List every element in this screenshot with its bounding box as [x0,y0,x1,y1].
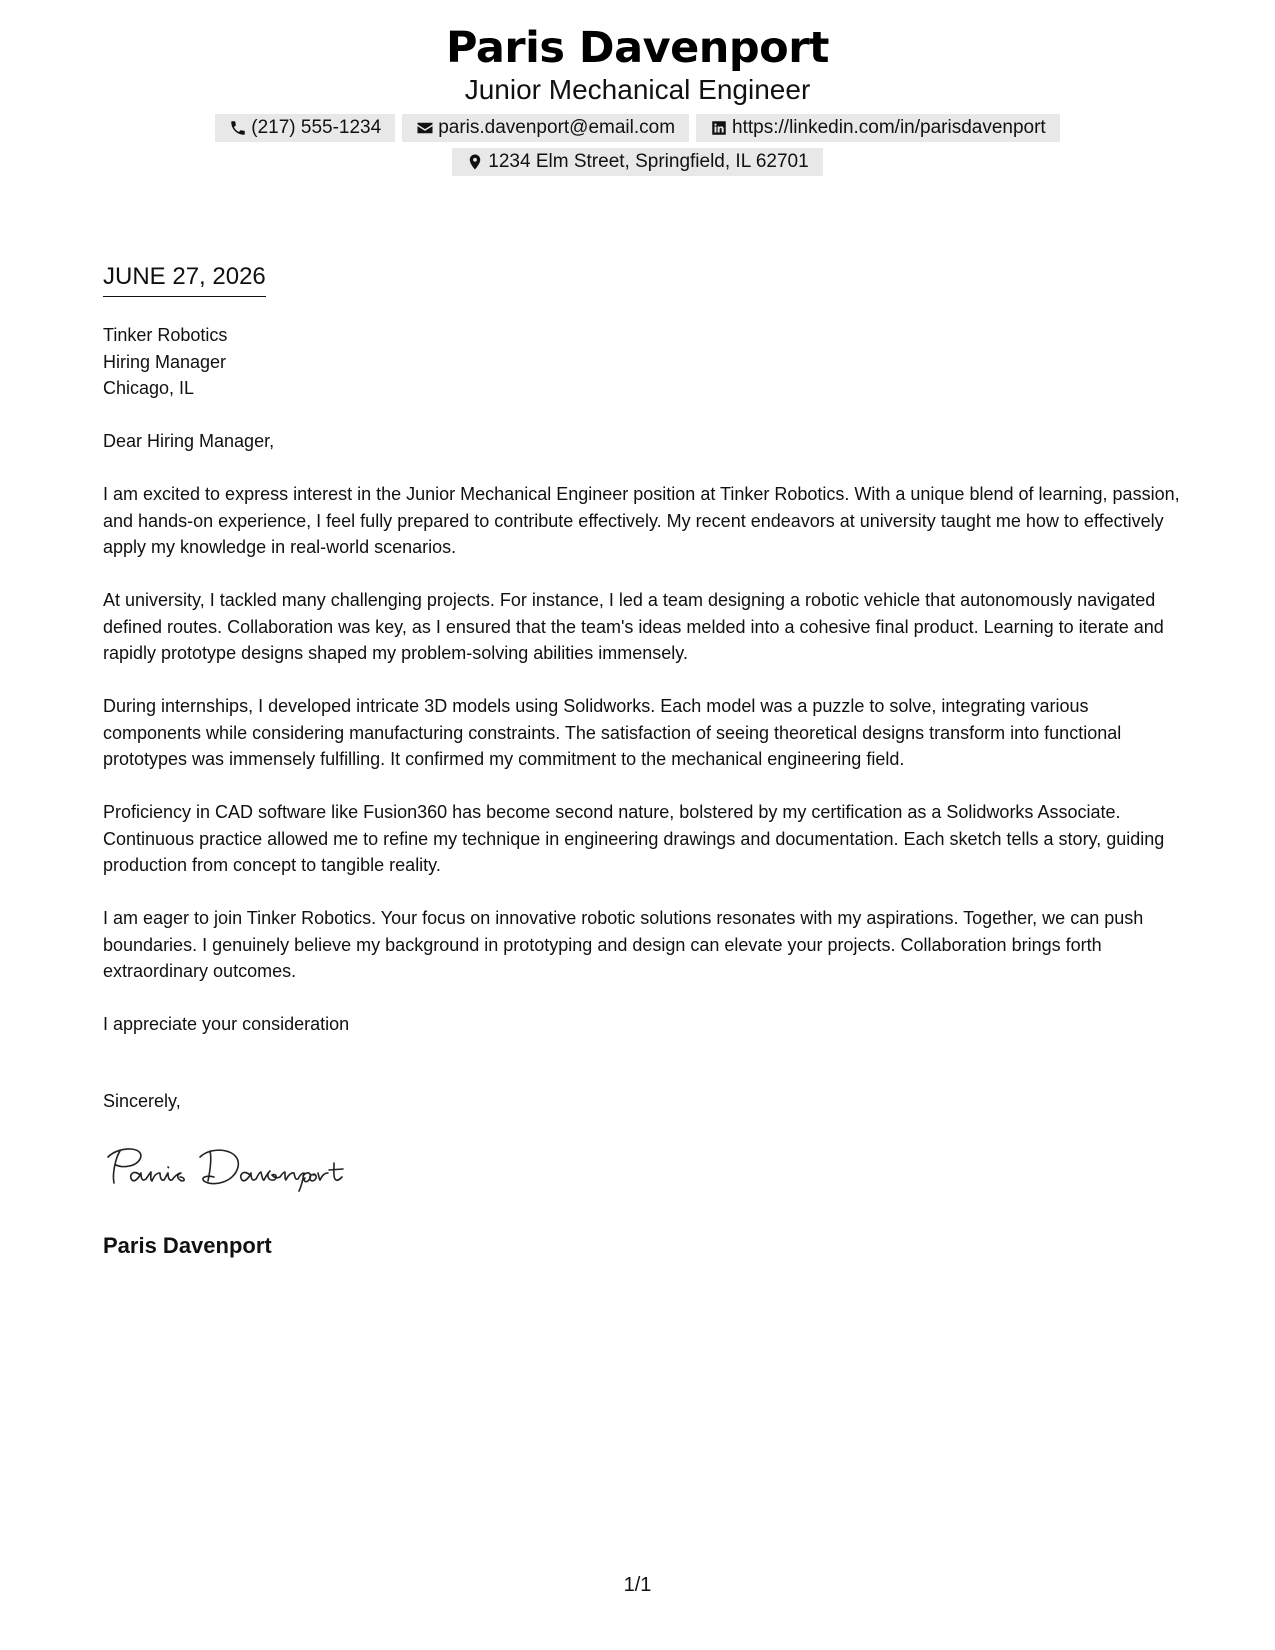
letter-header [0,22,1275,176]
recipient-company: Tinker Robotics [103,325,228,345]
contact-row-primary [0,114,1275,142]
map-pin-icon [466,153,484,171]
letter-date: JUNE 27, 2026 [103,262,266,297]
linkedin-text: https://linkedin.com/in/parisdavenport [732,117,1046,138]
contact-row-secondary [0,148,1275,176]
phone-text: (217) 555-1234 [251,117,382,138]
address-text: 1234 Elm Street, Springfield, IL 62701 [488,151,809,172]
body-paragraph: I am excited to express interest in the Junior Mechanical Engineer position at Tinker Robotics. With a unique blend of learning, passion, and hands-on experience, I feel fully prepared to contribute effectively. My recent endeavors at university taught me how to effectively apply my knowledge in real-world scenarios. [103,484,1180,557]
phone-chip[interactable] [215,114,395,142]
body-paragraph: I appreciate your consideration [103,1014,350,1034]
signer-name: Paris Davenport [103,1233,272,1258]
salutation: Dear Hiring Manager, [103,431,275,451]
body-paragraph: I am eager to join Tinker Robotics. Your focus on innovative robotic solutions resonates with my aspirations. Together, we can push boundaries. I genuinely believe my background in prototyping and design can elevate your projects. Collaboration brings forth extraordinary outcomes. [103,908,1144,981]
closing: Sincerely, [103,1091,181,1111]
letter-body [103,428,1183,1064]
recipient-location: Chicago, IL [103,378,195,398]
envelope-icon [416,119,434,137]
page-indicator: 1/1 [623,1574,652,1596]
address-chip [452,148,822,176]
handwritten-signature [100,1143,370,1193]
recipient-block [103,322,227,402]
email-text: paris.davenport@email.com [438,117,676,138]
body-paragraph: During internships, I developed intricate 3D models using Solidworks. Each model was a puzzle to solve, integrating various components while considering manufacturing constraints. The satisfaction of seeing theoretical designs transform into functional prototypes was immensely fulfilling. It confirmed my commitment to the mechanical engineering field. [103,696,1122,769]
email-chip[interactable] [402,114,689,142]
applicant-name: Paris Davenport [446,23,829,73]
applicant-title: Junior Mechanical Engineer [464,74,811,105]
recipient-role: Hiring Manager [103,351,227,372]
body-paragraph: At university, I tackled many challenging projects. For instance, I led a team designing a robotic vehicle that autonomously navigated defined routes. Collaboration was key, as I ensured that the team's ideas melded into a cohesive final product. Learning to iterate and rapidly prototype designs shaped my problem-solving abilities immensely. [103,590,1164,663]
linkedin-icon [710,119,728,137]
body-paragraph: Proficiency in CAD software like Fusion360 has become second nature, bolstered by my certification as a Solidworks Associate. Continuous practice allowed me to refine my technique in engineering drawings and documentation. Each sketch tells a story, guiding production from concept to tangible reality. [103,802,1165,875]
phone-icon [229,119,247,137]
linkedin-chip[interactable] [696,114,1060,142]
